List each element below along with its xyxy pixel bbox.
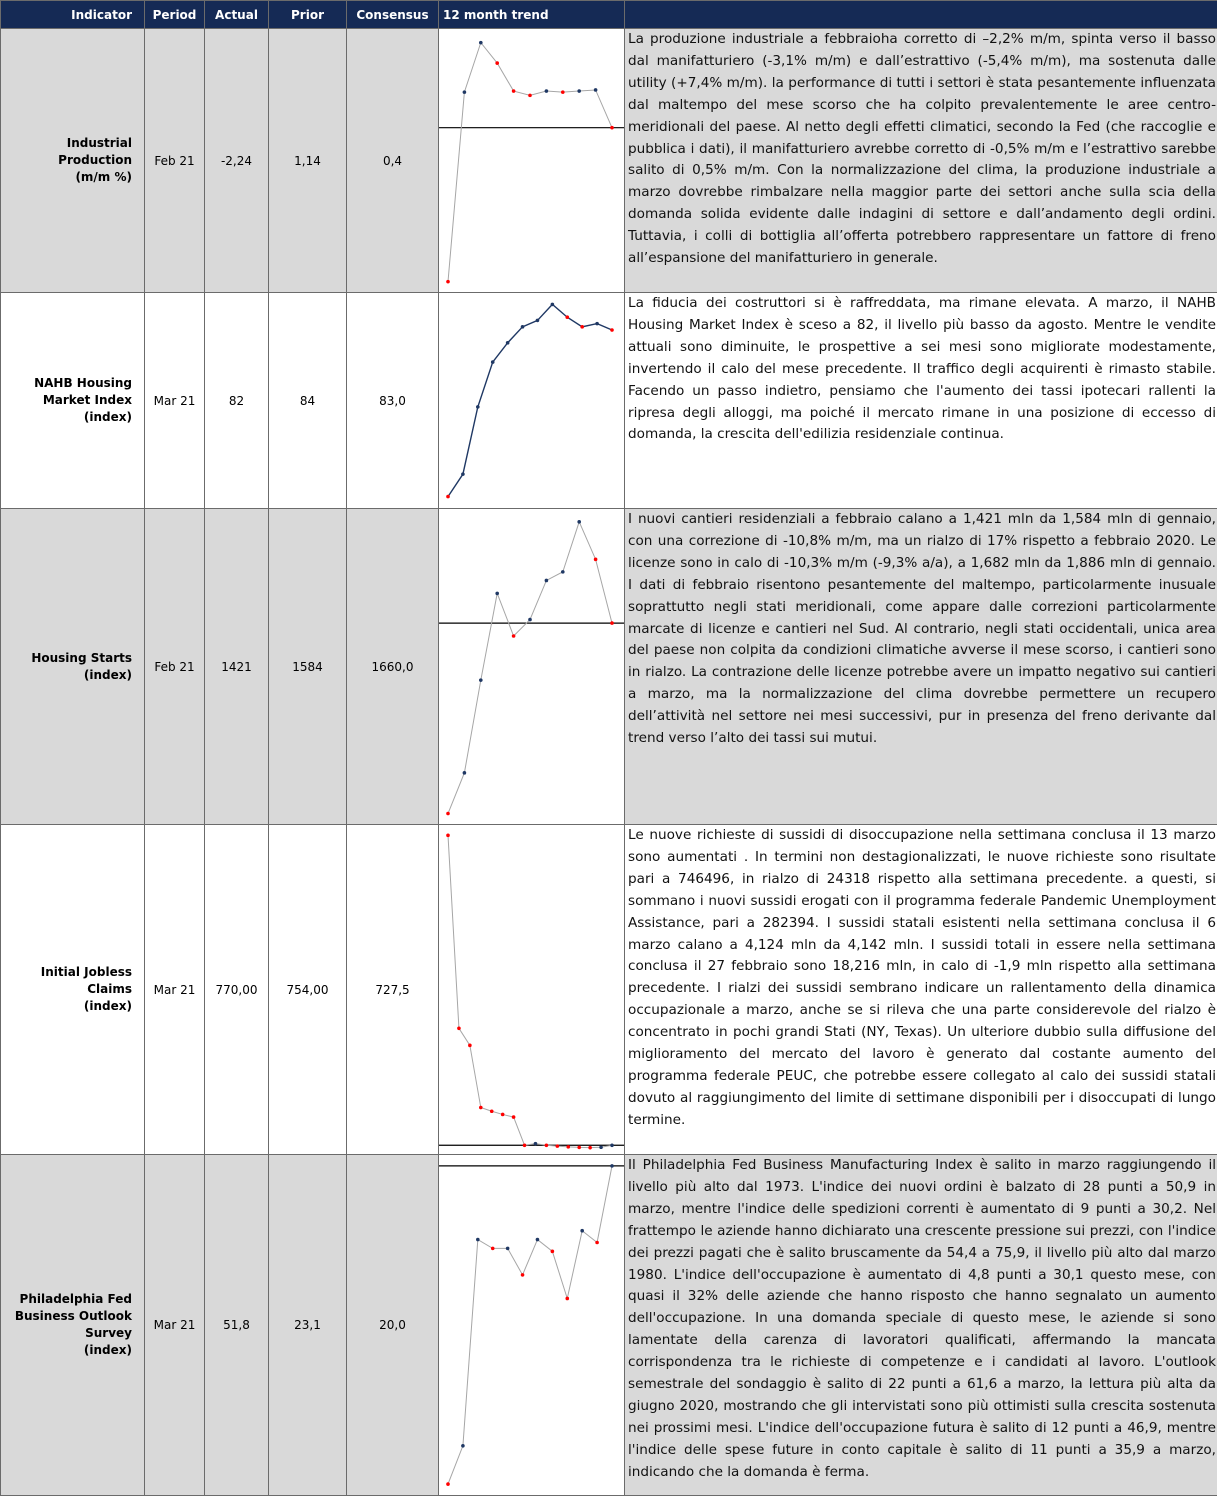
trend-chart-cell [439,825,625,1155]
trend-point [545,1143,549,1147]
actual-value: 82 [205,293,269,509]
prior-value: 23,1 [269,1155,347,1496]
trend-line [448,43,612,282]
trend-point [506,341,510,345]
trend-point [610,1143,614,1147]
trend-point [610,328,614,332]
table-row [1,293,1217,509]
trend-point [501,1113,505,1117]
trend-point [594,558,598,562]
header-commentary [625,1,1217,29]
trend-point [476,405,480,409]
trend-sparkline [439,1155,624,1495]
trend-point [595,322,599,326]
trend-point [491,1247,495,1251]
trend-point [479,1106,483,1110]
header-row [1,1,1217,29]
trend-point [491,360,495,364]
trend-point [577,520,581,524]
indicator-name: Industrial Production (m/m %) [1,29,145,293]
trend-point [506,1247,510,1251]
consensus-value: 0,4 [347,29,439,293]
trend-point [556,1144,560,1148]
trend-point [468,1044,472,1048]
trend-sparkline [439,29,624,292]
trend-point [446,495,450,499]
commentary-text: I nuovi cantieri residenziali a febbraio calano a 1,421 mln da 1,584 mln di gennaio, con una correzione di -10,8% m/m, ma un rialzo di 17% rispetto a febbraio 2020. Le licenze sono in calo di -10,3% m/m (-9,3% a/a), a 1,682 mln da 1,886 mln di gennaio. I dati di febbraio risentono pesantemente del maltempo, particolarmente inusuale soprattutto negli stati meridionali, come appare dalle correzioni particolarmente marcate di licenze e cantieri nel Sud. Al contrario, negli stati occidentali, unica area del paese non colpita da condizioni climatiche avverse il mese scorso, i cantieri sono in rialzo. La contrazione delle licenze potrebbe avere un impatto negativo sui cantieri a marzo, ma la normalizzazione del clima dovrebbe permettere un recupero dell’attività nel settore nei mesi successivi, pur in presenza del freno derivante dal trend verso l’alto dei tassi sui mutui. [625,509,1217,825]
trend-point [577,89,581,93]
period-value: Feb 21 [145,29,205,293]
trend-point [580,325,584,329]
indicator-name: NAHB Housing Market Index (index) [1,293,145,509]
header-prior: Prior [269,1,347,29]
trend-point [610,1164,614,1168]
trend-chart-cell [439,509,625,825]
period-value: Mar 21 [145,1155,205,1496]
consensus-value: 727,5 [347,825,439,1155]
trend-point [545,89,549,93]
trend-point [446,834,450,838]
trend-point [495,592,499,596]
header-trend: 12 month trend [439,1,625,29]
actual-value: 51,8 [205,1155,269,1496]
trend-point [580,1229,584,1233]
trend-line [448,835,612,1147]
trend-point [490,1109,494,1113]
prior-value: 84 [269,293,347,509]
header-period: Period [145,1,205,29]
trend-point [512,1115,516,1119]
trend-chart-cell [439,293,625,509]
trend-point [512,89,516,93]
trend-chart-cell [439,29,625,293]
indicator-name: Initial Jobless Claims (index) [1,825,145,1155]
trend-point [457,1027,461,1031]
prior-value: 1584 [269,509,347,825]
trend-point [599,1145,603,1149]
header-actual: Actual [205,1,269,29]
trend-point [610,621,614,625]
header-indicator: Indicator [1,1,145,29]
commentary-text: Le nuove richieste di sussidi di disoccupazione nella settimana conclusa il 13 marzo sono aumentati . In termini non destagionalizzati, le nuove richieste sono risultate pari a 746496, in rialzo di 24318 rispetto alla settimana precedente. a questi, si sommano i nuovi sussidi erogati con il programma federale Pandemic Unemployment Assistance, pari a 282394. I sussidi statali esistenti nella settimana conclusa il 6 marzo calano a 4,124 mln da 4,142 mln. I sussidi totali in essere nella settimana conclusa il 27 febbraio sono 18,216 mln, in calo di -1,9 mln rispetto alla settimana precedente. I rialzi dei sussidi sembrano indicare un rallentamento della dinamica occupazionale a marzo, anche se si rileva che una parte considerevole del rialzo è concentrato in pochi grandi Stati (NY, Texas). Un ulteriore dubbio sulla diffusione del miglioramento del mercato del lavoro è generato dal costante aumento del programma federale PEUC, che potrebbe essere collegato al calo dei sussidi statali dovuto al raggiungimento del limite di settimane disponibili per i disoccupati di lungo termine. [625,825,1217,1155]
trend-point [463,771,467,775]
trend-point [521,325,525,329]
trend-point [536,1238,540,1242]
trend-point [479,41,483,45]
trend-point [446,812,450,816]
commentary-text: La fiducia dei costruttori si è raffreddata, ma rimane elevata. A marzo, il NAHB Housing Market Index è sceso a 82, il livello più basso da agosto. Mentre le vendite attuali sono diminuite, le prospettive a sei mesi sono migliorate modestamente, invertendo il calo del mese precedente. Il traffico degli acquirenti è rimasto stabile. Facendo un passo indietro, pensiamo che l'aumento dei tassi ipotecari rallenti la ripresa degli alloggi, ma poiché il mercato rimane in una posizione di eccesso di domanda, la crescita dell'edilizia residenziale continua. [625,293,1217,509]
consensus-value: 83,0 [347,293,439,509]
trend-sparkline [439,293,624,508]
table-row [1,825,1217,1155]
table-row [1,1155,1217,1496]
trend-point [446,1482,450,1486]
trend-point [521,1273,525,1277]
trend-point [461,1444,465,1448]
trend-point [479,678,483,682]
period-value: Feb 21 [145,509,205,825]
trend-chart-cell [439,1155,625,1496]
trend-point [561,570,565,574]
prior-value: 754,00 [269,825,347,1155]
trend-point [512,634,516,638]
trend-point [528,618,532,622]
trend-point [461,472,465,476]
indicator-name: Housing Starts (index) [1,509,145,825]
trend-point [565,315,569,319]
trend-point [594,88,598,92]
trend-point [588,1146,592,1150]
commentary-text: Il Philadelphia Fed Business Manufacturing Index è salito in marzo raggiungendo il livello più alto dal 1973. L'indice dei nuovi ordini è balzato di 28 punti a 50,9 in marzo, mentre l'indice delle spedizioni correnti è aumentato di 9 punti a 30,2. Nel frattempo le aziende hanno dichiarato una crescente pressione sui prezzi, con l'indice dei prezzi pagati che è salito bruscamente da 54,4 a 75,9, il livello più alto dal marzo 1980. L'indice dell'occupazione è aumentato di 4,8 punti a 30,1 questo mese, con quasi il 32% delle aziende che hanno risposto che hanno segnalato un aumento dell'occupazione. In una domanda speciale di questo mese, le aziende si sono lamentate della carenza di lavoratori qualificati, affermando la mancata corrispondenza tra le richieste di competenze e i candidati al lavoro. L'outlook semestrale del sondaggio è salito di 22 punti a 61,6 a marzo, la lettura più alta da giugno 2020, mostrando che gli intervistati sono più ottimisti sulla crescita sostenuta nei prossimi mesi. L'indice dell'occupazione futura è salito di 12 punti a 46,9, mentre l'indice delle spese future in conto capitale è salito di 11 punti a 35,9 a marzo, indicando che la domanda è ferma. [625,1155,1217,1496]
trend-point [565,1297,569,1301]
trend-point [595,1241,599,1245]
trend-point [495,61,499,65]
consensus-value: 20,0 [347,1155,439,1496]
period-value: Mar 21 [145,825,205,1155]
prior-value: 1,14 [269,29,347,293]
trend-point [476,1238,480,1242]
trend-sparkline [439,825,624,1154]
commentary-text: La produzione industriale a febbraioha corretto di –2,2% m/m, spinta verso il basso dal manifatturiero (-3,1% m/m) e dall’estrattivo (-5,4% m/m), ma sostenuta dalle utility (+7,4% m/m). la performance di tutti i settori è stata pesantemente influenzata dal maltempo del mese scorso che ha colpito prevalentemente le aree centro-meridionali del paese. Al netto degli effetti climatici, secondo la Fed (che raccoglie e pubblica i dati), il manifatturiero avrebbe corretto di -0,5% m/m e l’estrattivo sarebbe salito di 0,5% m/m. Con la normalizzazione del clima, la produzione industriale a marzo dovrebbe rimbalzare nella maggior parte dei settori anche sulla scia della domanda solida evidente dalle indagini di settore e dall’andamento degli ordini. Tuttavia, i colli di bottiglia all’offerta potrebbero rappresentare un fattore di freno all’espansione del manifatturiero in generale. [625,29,1217,293]
trend-sparkline [439,509,624,824]
trend-point [561,90,565,94]
trend-point [446,280,450,284]
actual-value: 1421 [205,509,269,825]
period-value: Mar 21 [145,293,205,509]
actual-value: 770,00 [205,825,269,1155]
table-row [1,509,1217,825]
trend-point [523,1143,527,1147]
actual-value: -2,24 [205,29,269,293]
trend-point [463,90,467,94]
trend-point [610,126,614,130]
trend-point [551,303,555,307]
trend-line [448,304,612,496]
trend-point [545,579,549,583]
trend-point [577,1146,581,1150]
trend-point [536,319,540,323]
indicator-name: Philadelphia Fed Business Outlook Survey (index) [1,1155,145,1496]
trend-point [528,94,532,98]
trend-line [448,1166,612,1484]
table-row [1,29,1217,293]
trend-line [448,522,612,814]
header-consensus: Consensus [347,1,439,29]
trend-point [551,1250,555,1254]
trend-point [566,1145,570,1149]
consensus-value: 1660,0 [347,509,439,825]
trend-point [534,1142,538,1146]
